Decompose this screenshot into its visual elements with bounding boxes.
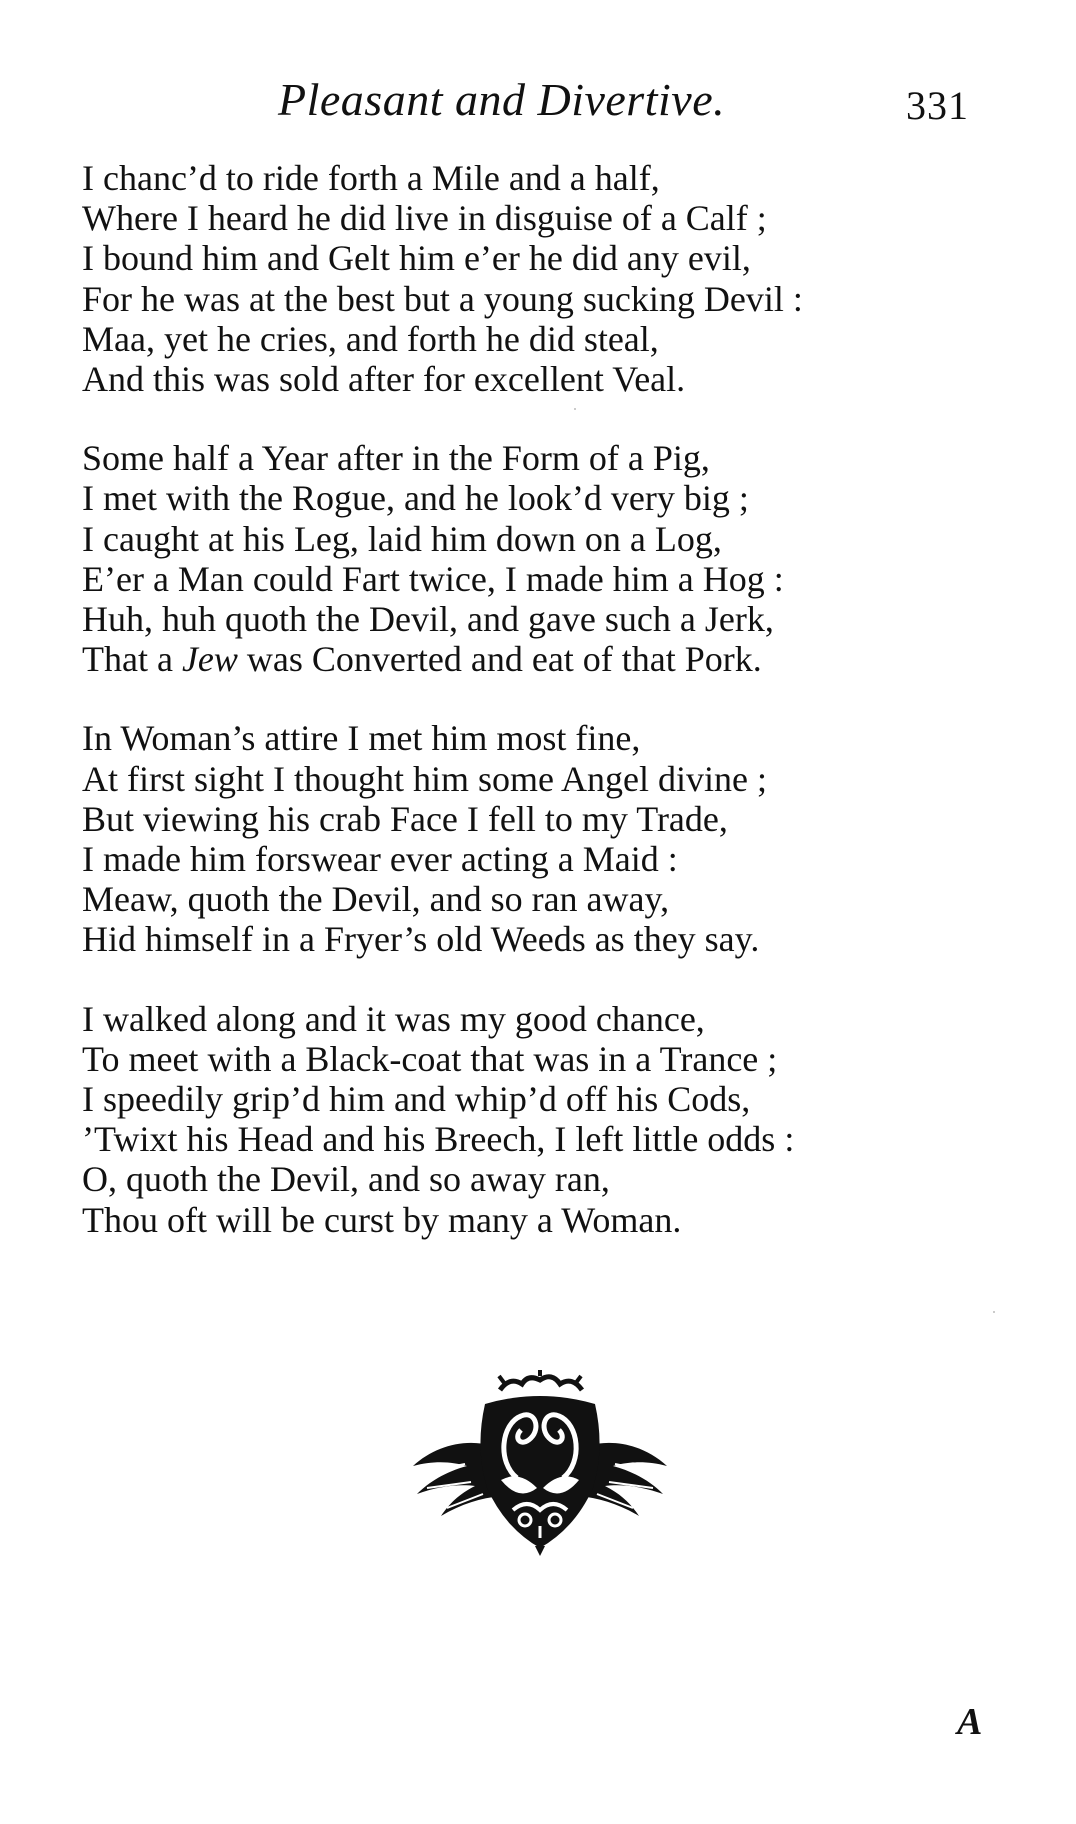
twin-swan-tailpiece-icon [405, 1368, 675, 1558]
verse-line: Huh, huh quoth the Devil, and gave such a Jerk, [82, 599, 774, 640]
verse-line: At first sight I thought him some Angel divine ; [82, 758, 767, 799]
stanza-1 [82, 158, 982, 399]
stanza-3 [82, 718, 982, 959]
verse-line: Hid himself in a Fryer’s old Weeds as they say. [82, 919, 760, 960]
verse-line: Maa, yet he cries, and forth he did steal, [82, 318, 659, 359]
stanza-4 [82, 999, 982, 1240]
line-text-after: was Converted and eat of that Pork. [237, 639, 762, 680]
verse-line: I made him forswear ever acting a Maid : [82, 839, 678, 880]
verse-line: In Woman’s attire I met him most fine, [82, 718, 641, 759]
verse-line: I speedily grip’d him and whip’d off his Cods, [82, 1079, 751, 1120]
verse-line: I bound him and Gelt him e’er he did any evil, [82, 238, 751, 279]
verse-line: Where I heard he did live in disguise of a Calf ; [82, 198, 767, 239]
verse-line: Meaw, quoth the Devil, and so ran away, [82, 879, 670, 920]
page-number: 331 [906, 83, 969, 128]
verse-line: I caught at his Leg, laid him down on a Log, [82, 518, 722, 559]
verse-line: For he was at the best but a young sucking Devil : [82, 278, 803, 319]
verse-line: Thou oft will be curst by many a Woman. [82, 1199, 682, 1240]
verse-line: ’Twixt his Head and his Breech, I left little odds : [82, 1119, 795, 1160]
verse-line: O, quoth the Devil, and so away ran, [82, 1159, 610, 1200]
verse-line: I chanc’d to ride forth a Mile and a half, [82, 158, 660, 198]
running-head [0, 70, 1076, 130]
running-title: Pleasant and Divertive. [278, 74, 726, 125]
poem-body [82, 158, 982, 1279]
verse-line: To meet with a Black-coat that was in a Trance ; [82, 1038, 778, 1079]
verse-line-with-italic [82, 639, 982, 679]
verse-line: Some half a Year after in the Form of a Pig, [82, 438, 710, 479]
verse-line: I walked along and it was my good chance, [82, 998, 705, 1039]
verse-line: E’er a Man could Fart twice, I made him a Hog : [82, 558, 784, 599]
verse-line: I met with the Rogue, and he look’d very big ; [82, 478, 749, 519]
italic-word: Jew [181, 639, 238, 680]
verse-line: But viewing his crab Face I fell to my Trade, [82, 798, 728, 839]
stanza-2 [82, 438, 982, 679]
line-text-before: That a [82, 639, 182, 680]
paper-speck [993, 1311, 995, 1313]
signature-mark: A [957, 1701, 983, 1743]
verse-line: And this was sold after for excellent Veal. [82, 359, 686, 400]
paper-speck [574, 408, 576, 410]
